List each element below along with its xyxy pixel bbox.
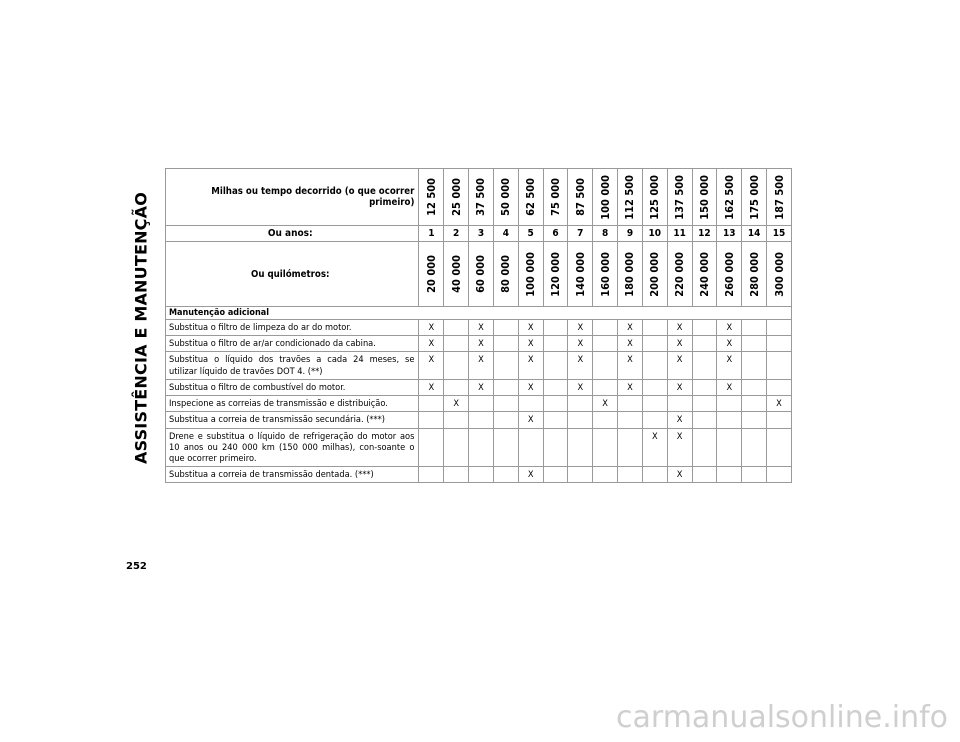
- km-header-cell: [518, 242, 543, 307]
- year-header-cell: 9: [618, 226, 643, 242]
- miles-header-value: 125 000: [648, 174, 662, 220]
- table-row: [166, 412, 792, 428]
- interval-mark: X: [717, 352, 742, 379]
- interval-mark: X: [767, 396, 792, 412]
- task-description: Substitua o filtro de limpeza do ar do motor.: [166, 320, 419, 336]
- years-header-label: Ou anos:: [166, 226, 419, 242]
- year-header-cell: 3: [469, 226, 494, 242]
- interval-mark: [618, 467, 643, 483]
- miles-header-cell: [742, 169, 767, 226]
- interval-mark: X: [518, 352, 543, 379]
- km-header-cell: [742, 242, 767, 307]
- miles-header-cell: [767, 169, 792, 226]
- table-row: [166, 352, 792, 379]
- km-header-cell: [667, 242, 692, 307]
- miles-header-cell: [493, 169, 518, 226]
- interval-mark: [469, 396, 494, 412]
- interval-mark: [493, 412, 518, 428]
- year-header-cell: 8: [593, 226, 618, 242]
- side-section-title: [126, 163, 156, 493]
- interval-mark: [543, 379, 568, 395]
- interval-mark: [642, 379, 667, 395]
- year-header-cell: 13: [717, 226, 742, 242]
- km-header-cell: [543, 242, 568, 307]
- interval-mark: [742, 467, 767, 483]
- interval-mark: [518, 396, 543, 412]
- interval-mark: [568, 467, 593, 483]
- interval-mark: [692, 336, 717, 352]
- km-header-value: 20 000: [424, 255, 438, 293]
- km-header-cell: [469, 242, 494, 307]
- km-header-value: 160 000: [598, 251, 612, 297]
- interval-mark: [642, 467, 667, 483]
- interval-mark: [767, 320, 792, 336]
- interval-mark: [444, 352, 469, 379]
- table-row: [166, 320, 792, 336]
- interval-mark: X: [518, 320, 543, 336]
- interval-mark: [469, 412, 494, 428]
- miles-header-label: Milhas ou tempo decorrido (o que ocorrer primeiro): [166, 169, 419, 226]
- section-title: Manutenção adicional: [166, 307, 792, 320]
- interval-mark: [742, 396, 767, 412]
- interval-mark: X: [642, 428, 667, 467]
- miles-header-value: 162 500: [722, 174, 736, 220]
- year-header-cell: 1: [419, 226, 444, 242]
- interval-mark: [692, 428, 717, 467]
- miles-header-value: 87 500: [573, 178, 587, 216]
- interval-mark: [767, 428, 792, 467]
- interval-mark: [767, 467, 792, 483]
- task-description: Substitua o líquido dos travões a cada 24 meses, se utilizar líquido de travões DOT 4. (**): [166, 352, 419, 379]
- km-header-cell: [444, 242, 469, 307]
- interval-mark: [642, 336, 667, 352]
- interval-mark: [717, 396, 742, 412]
- km-header-label: Ou quilómetros:: [166, 242, 419, 307]
- miles-header-value: 112 500: [623, 174, 637, 220]
- miles-header-cell: [469, 169, 494, 226]
- interval-mark: X: [518, 379, 543, 395]
- miles-header-cell: [642, 169, 667, 226]
- interval-mark: X: [419, 379, 444, 395]
- year-header-cell: 5: [518, 226, 543, 242]
- km-header-value: 100 000: [524, 251, 538, 297]
- km-header-value: 60 000: [474, 255, 488, 293]
- task-description: Substitua o filtro de combustível do motor.: [166, 379, 419, 395]
- km-header-value: 280 000: [747, 251, 761, 297]
- interval-mark: X: [667, 320, 692, 336]
- interval-mark: [444, 428, 469, 467]
- interval-mark: [493, 320, 518, 336]
- km-header-cell: [642, 242, 667, 307]
- interval-mark: [419, 396, 444, 412]
- table-row: [166, 396, 792, 412]
- km-header-value: 200 000: [648, 251, 662, 297]
- miles-header-cell: [419, 169, 444, 226]
- interval-mark: [742, 320, 767, 336]
- miles-header-cell: [593, 169, 618, 226]
- interval-mark: [767, 336, 792, 352]
- interval-mark: [419, 412, 444, 428]
- interval-mark: [742, 428, 767, 467]
- interval-mark: X: [667, 352, 692, 379]
- miles-header-value: 62 500: [524, 178, 538, 216]
- interval-mark: X: [593, 396, 618, 412]
- interval-mark: [593, 379, 618, 395]
- interval-mark: [568, 428, 593, 467]
- interval-mark: [692, 352, 717, 379]
- year-header-cell: 2: [444, 226, 469, 242]
- interval-mark: [493, 428, 518, 467]
- miles-header-cell: [444, 169, 469, 226]
- km-header-cell: [692, 242, 717, 307]
- miles-header-cell: [618, 169, 643, 226]
- miles-header-cell: [667, 169, 692, 226]
- interval-mark: [444, 379, 469, 395]
- interval-mark: [543, 320, 568, 336]
- miles-header-cell: [692, 169, 717, 226]
- miles-header-value: 12 500: [424, 178, 438, 216]
- year-header-cell: 4: [493, 226, 518, 242]
- miles-header-cell: [717, 169, 742, 226]
- interval-mark: X: [518, 336, 543, 352]
- km-header-value: 80 000: [499, 255, 513, 293]
- interval-mark: X: [419, 352, 444, 379]
- interval-mark: [543, 336, 568, 352]
- interval-mark: [444, 336, 469, 352]
- interval-mark: X: [667, 467, 692, 483]
- interval-mark: [419, 467, 444, 483]
- miles-header-value: 175 000: [747, 174, 761, 220]
- interval-mark: [692, 467, 717, 483]
- km-header-value: 240 000: [697, 251, 711, 297]
- table-row: [166, 336, 792, 352]
- task-description: Substitua a correia de transmissão secundária. (***): [166, 412, 419, 428]
- year-header-cell: 6: [543, 226, 568, 242]
- interval-mark: [419, 428, 444, 467]
- task-description: Drene e substitua o líquido de refrigeração do motor aos 10 anos ou 240 000 km (150 000 milhas), con-soante o que ocorrer primeiro.: [166, 428, 419, 467]
- interval-mark: [593, 336, 618, 352]
- interval-mark: [543, 352, 568, 379]
- interval-mark: [742, 352, 767, 379]
- miles-header-value: 75 000: [548, 178, 562, 216]
- interval-mark: [642, 396, 667, 412]
- interval-mark: X: [717, 379, 742, 395]
- km-header-value: 140 000: [573, 251, 587, 297]
- table-row: [166, 379, 792, 395]
- interval-mark: X: [618, 352, 643, 379]
- miles-header-row: [166, 169, 792, 226]
- years-header-row: [166, 226, 792, 242]
- task-description: Substitua o filtro de ar/ar condicionado da cabina.: [166, 336, 419, 352]
- interval-mark: [618, 428, 643, 467]
- side-section-title-text: ASSISTÊNCIA E MANUTENÇÃO: [131, 191, 151, 465]
- interval-mark: X: [568, 352, 593, 379]
- year-header-cell: 12: [692, 226, 717, 242]
- interval-mark: X: [667, 412, 692, 428]
- interval-mark: [667, 396, 692, 412]
- interval-mark: X: [667, 428, 692, 467]
- interval-mark: [493, 336, 518, 352]
- km-header-cell: [419, 242, 444, 307]
- interval-mark: X: [568, 320, 593, 336]
- interval-mark: [717, 428, 742, 467]
- miles-header-value: 50 000: [499, 178, 513, 216]
- interval-mark: [618, 412, 643, 428]
- km-header-cell: [493, 242, 518, 307]
- interval-mark: [444, 412, 469, 428]
- section-row: [166, 307, 792, 320]
- interval-mark: [767, 412, 792, 428]
- interval-mark: X: [469, 320, 494, 336]
- interval-mark: [543, 428, 568, 467]
- interval-mark: [717, 467, 742, 483]
- km-header-cell: [568, 242, 593, 307]
- interval-mark: X: [667, 336, 692, 352]
- km-header-cell: [618, 242, 643, 307]
- interval-mark: X: [419, 320, 444, 336]
- interval-mark: [568, 412, 593, 428]
- miles-header-value: 100 000: [598, 174, 612, 220]
- interval-mark: [444, 320, 469, 336]
- interval-mark: [543, 412, 568, 428]
- interval-mark: [692, 379, 717, 395]
- miles-header-value: 25 000: [449, 178, 463, 216]
- interval-mark: X: [518, 412, 543, 428]
- interval-mark: X: [469, 379, 494, 395]
- interval-mark: [742, 379, 767, 395]
- interval-mark: [593, 412, 618, 428]
- task-description: Substitua a correia de transmissão dentada. (***): [166, 467, 419, 483]
- table-row: [166, 428, 792, 467]
- interval-mark: [767, 352, 792, 379]
- year-header-cell: 14: [742, 226, 767, 242]
- interval-mark: X: [667, 379, 692, 395]
- km-header-cell: [593, 242, 618, 307]
- interval-mark: [593, 428, 618, 467]
- interval-mark: X: [618, 320, 643, 336]
- interval-mark: [642, 320, 667, 336]
- interval-mark: [742, 336, 767, 352]
- miles-header-cell: [543, 169, 568, 226]
- interval-mark: [618, 396, 643, 412]
- page-number: 252: [126, 561, 147, 572]
- miles-header-value: 137 500: [673, 174, 687, 220]
- maintenance-schedule-table: [165, 168, 792, 483]
- miles-header-value: 150 000: [697, 174, 711, 220]
- task-description: Inspecione as correias de transmissão e distribuição.: [166, 396, 419, 412]
- interval-mark: X: [518, 467, 543, 483]
- interval-mark: [518, 428, 543, 467]
- km-header-cell: [767, 242, 792, 307]
- interval-mark: [593, 320, 618, 336]
- interval-mark: X: [419, 336, 444, 352]
- interval-mark: [692, 412, 717, 428]
- interval-mark: X: [618, 379, 643, 395]
- interval-mark: [642, 412, 667, 428]
- interval-mark: [493, 396, 518, 412]
- interval-mark: [444, 467, 469, 483]
- interval-mark: [493, 379, 518, 395]
- interval-mark: [717, 412, 742, 428]
- interval-mark: [543, 467, 568, 483]
- km-header-value: 120 000: [548, 251, 562, 297]
- miles-header-value: 187 500: [772, 174, 786, 220]
- km-header-value: 300 000: [772, 251, 786, 297]
- km-header-value: 40 000: [449, 255, 463, 293]
- interval-mark: [493, 352, 518, 379]
- interval-mark: [568, 396, 593, 412]
- miles-header-cell: [518, 169, 543, 226]
- year-header-cell: 11: [667, 226, 692, 242]
- km-header-row: [166, 242, 792, 307]
- interval-mark: [593, 352, 618, 379]
- interval-mark: X: [469, 352, 494, 379]
- interval-mark: [493, 467, 518, 483]
- interval-mark: X: [568, 336, 593, 352]
- miles-header-cell: [568, 169, 593, 226]
- km-header-cell: [717, 242, 742, 307]
- miles-header-value: 37 500: [474, 178, 488, 216]
- interval-mark: [767, 379, 792, 395]
- interval-mark: X: [717, 320, 742, 336]
- interval-mark: [543, 396, 568, 412]
- interval-mark: [692, 396, 717, 412]
- table-row: [166, 467, 792, 483]
- interval-mark: X: [444, 396, 469, 412]
- interval-mark: X: [618, 336, 643, 352]
- interval-mark: [692, 320, 717, 336]
- interval-mark: [469, 467, 494, 483]
- year-header-cell: 7: [568, 226, 593, 242]
- interval-mark: [593, 467, 618, 483]
- interval-mark: X: [717, 336, 742, 352]
- interval-mark: [642, 352, 667, 379]
- km-header-value: 260 000: [722, 251, 736, 297]
- km-header-value: 220 000: [673, 251, 687, 297]
- interval-mark: X: [568, 379, 593, 395]
- interval-mark: [469, 428, 494, 467]
- year-header-cell: 15: [767, 226, 792, 242]
- km-header-value: 180 000: [623, 251, 637, 297]
- interval-mark: [742, 412, 767, 428]
- watermark: carmanualsonline.info: [616, 700, 948, 735]
- year-header-cell: 10: [642, 226, 667, 242]
- interval-mark: X: [469, 336, 494, 352]
